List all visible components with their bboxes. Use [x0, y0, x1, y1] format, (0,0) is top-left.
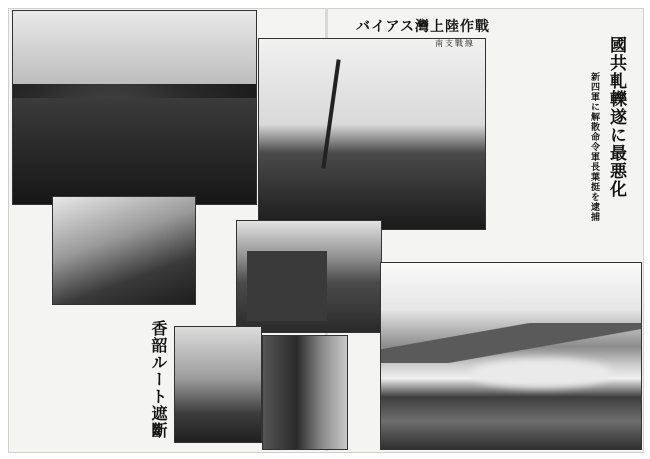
body-text-right	[494, 28, 590, 246]
photo-river-smoke	[380, 262, 642, 450]
second-vertical-title: 香韶ルート遮斷	[149, 320, 168, 439]
photo-wall	[247, 251, 327, 321]
article-headline: バイアス灣上陸作戰	[355, 19, 490, 35]
main-vertical-title: 國共軋轢遂に最悪化	[606, 36, 626, 198]
photo-smoke	[471, 358, 611, 388]
body-text-left	[36, 306, 144, 442]
photo-deck	[13, 98, 256, 204]
article-subhead: 南支戰線	[435, 39, 475, 48]
photo-fortification	[236, 220, 382, 333]
photo-troops-on-ship	[12, 10, 257, 205]
photo-tree	[321, 59, 340, 168]
main-vertical-subtitle: 新四軍に解散命令軍長葉挺を逮捕	[589, 72, 599, 222]
photo-sky	[13, 11, 256, 84]
photo-soldiers-with-rifles	[174, 326, 262, 443]
photo-hill	[381, 323, 641, 363]
photo-soldiers-advancing	[258, 38, 486, 230]
photo-smoke-hillside	[52, 196, 196, 305]
photo-soldier-in-doorway	[262, 335, 348, 450]
